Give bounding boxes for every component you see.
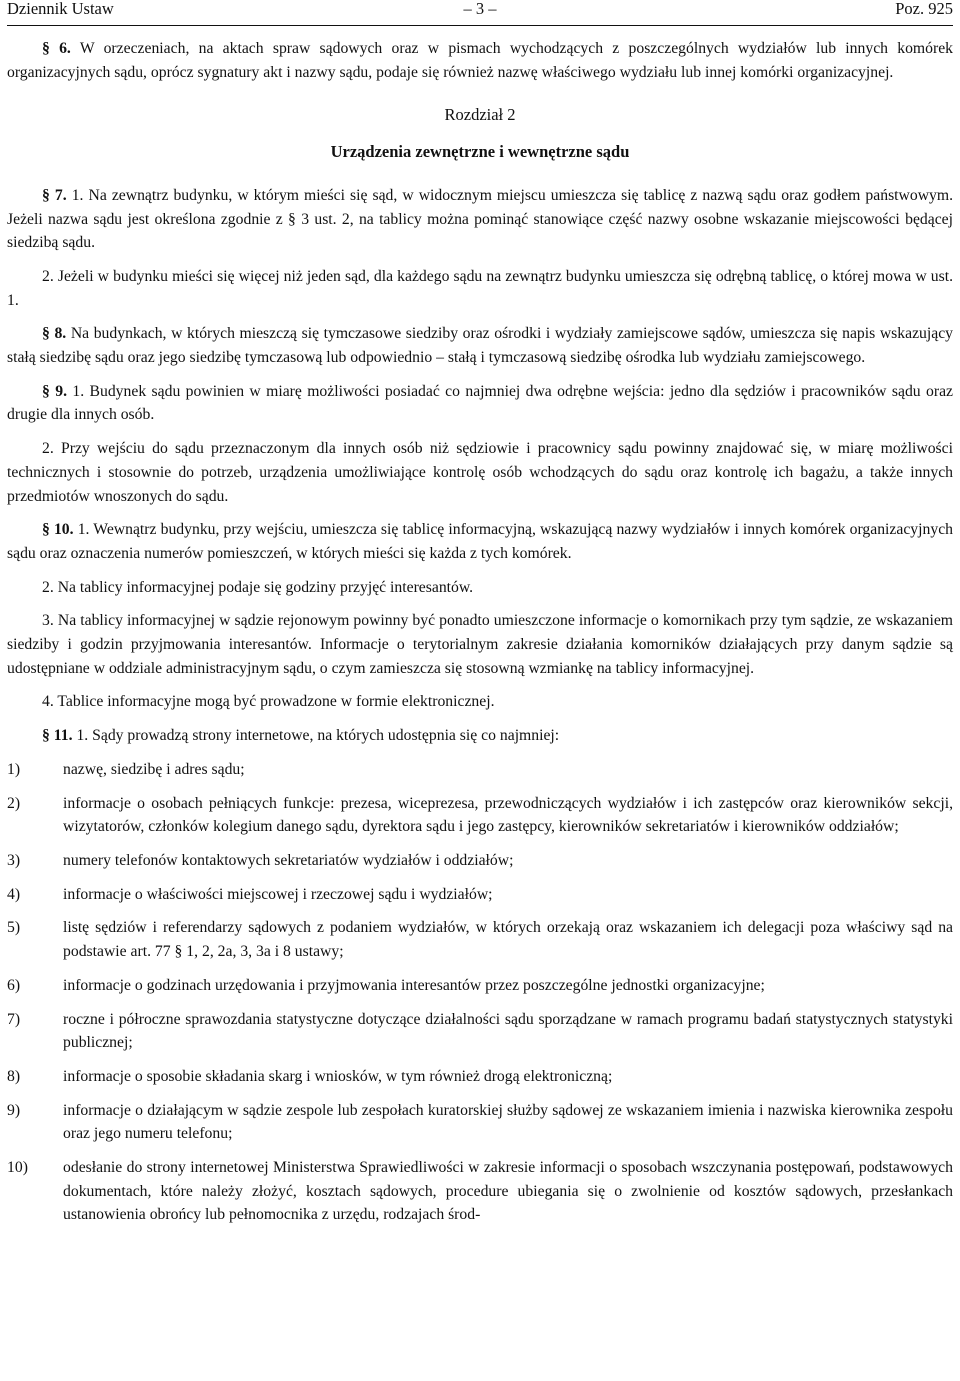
list-item xyxy=(7,1099,953,1146)
list-item-text: roczne i półroczne sprawozdania statystyczne dotyczące działalności sądu sporządzane w ramach programu badań statystycznych statystyki publicznej; xyxy=(63,1010,953,1052)
section-11-1 xyxy=(7,724,953,748)
section-6 xyxy=(7,37,953,84)
section-10-2: 2. Na tablicy informacyjnej podaje się godziny przyjęć interesantów. xyxy=(42,578,474,596)
list-item-number: 2) xyxy=(7,794,21,812)
section-10-1 xyxy=(7,518,953,565)
section-8 xyxy=(7,322,953,369)
list-item-number: 1) xyxy=(7,760,21,778)
section-text: Na budynkach, w których mieszczą się tymczasowe siedziby oraz ośrodki i wydziały zamiejscowe sądów, umieszcza się napis wskazujący stałą siedzibę sądu oraz jego siedzibę tymczasową lub odpowiednio – stałą i tymczasową siedzibę ośrodka lub wydziału zamiejscowego. xyxy=(7,325,954,367)
section-9-1 xyxy=(7,380,953,427)
section-10-3: 3. Na tablicy informacyjnej w sądzie rejonowym powinny być ponadto umieszczone informacje o komornikach przy tym sądzie, ze wskazaniem siedziby i godzin przyjmowania interesantów. Informacje o terytorialnym zakresie działania komorników działających przy danym sądzie są udostępniane w oddziale administracyjnym sądu, o czym zamieszcza się stosowną wzmiankę na tablicy informacyjnej. xyxy=(7,612,953,677)
section-7-2: 2. Jeżeli w budynku mieści się więcej niż jeden sąd, dla każdego sądu na zewnątrz budynku umieszcza się odrębną tablicę, o której mowa w ust. 1. xyxy=(7,267,953,309)
list-item-number: 7) xyxy=(7,1010,21,1028)
list-item-text: odesłanie do strony internetowej Ministerstwa Sprawiedliwości w zakresie informacji o sposobach wszczynania postępowań, podstawowych dokumentach, które należy złożyć, kosztach sądowych, procedure ubiegania się o zwolnienie od kosztów sądowych, przesłankach ustanowienia obrońcy lub pełnomocnika z urzędu, rodzajach środ- xyxy=(63,1159,953,1224)
section-number: § 7. xyxy=(42,186,67,204)
chapter-number: Rozdział 2 xyxy=(444,105,516,125)
list-item-number: 6) xyxy=(7,976,21,994)
website-info-list xyxy=(7,758,953,1227)
list-item-text: informacje o osobach pełniących funkcje: prezesa, wiceprezesa, przewodniczących wydziałów i ich zastępców oraz kierowników sekcji, wizytatorów, członków kolegium danego sądu, dyrektora sądu i jego zastępcy, kierowników sekretariatów i kierowników oddziałów; xyxy=(63,794,953,836)
list-item-number: 10) xyxy=(7,1159,28,1177)
section-text: 1. Na zewnątrz budynku, w którym mieści się sąd, w widocznym miejscu umieszcza się tablicę z nazwą sądu oraz godłem państwowym. Jeżeli nazwa sądu jest określona zgodnie z § 3 ust. 2, na tablicy można pominąć stanowiące część nazwy osobne wskazanie miejscowości będącej siedzibą sądu. xyxy=(7,186,954,252)
list-item-number: 3) xyxy=(7,851,21,869)
journal-title: Dziennik Ustaw xyxy=(7,0,114,18)
list-item xyxy=(7,1156,953,1227)
list-item-text: informacje o godzinach urzędowania i przyjmowania interesantów przez poszczególne jednostki organizacyjne; xyxy=(63,976,765,994)
section-10-4: 4. Tablice informacyjne mogą być prowadzone w formie elektronicznej. xyxy=(42,693,495,711)
list-item xyxy=(7,1008,953,1055)
header-divider xyxy=(7,25,953,26)
section-number: § 9. xyxy=(42,382,67,400)
section-number: § 11. xyxy=(42,727,73,745)
section-number: § 10. xyxy=(42,521,74,539)
section-number: § 8. xyxy=(42,325,67,343)
section-7-1 xyxy=(7,184,953,255)
section-text: 1. Wewnątrz budynku, przy wejściu, umieszcza się tablicę informacyjną, wskazującą nazwy wydziałów i innych komórek organizacyjnych sądu oraz oznaczenia numerów pomieszczeń, w których mieści się każda z tych komórek. xyxy=(7,521,953,562)
list-item-number: 4) xyxy=(7,885,21,903)
page-number: – 3 – xyxy=(463,0,497,18)
list-item-number: 9) xyxy=(7,1101,21,1119)
list-item-number: 8) xyxy=(7,1067,21,1085)
list-item-text: informacje o działającym w sądzie zespole lub zespołach kuratorskiej służby sądowej ze wskazaniem imienia i nazwiska kierownika zespołu oraz jego numeru telefonu; xyxy=(63,1101,953,1143)
page-header xyxy=(7,0,953,26)
document-body xyxy=(7,37,953,1237)
list-item xyxy=(7,792,953,839)
list-item xyxy=(7,974,953,998)
chapter-title: Urządzenia zewnętrzne i wewnętrzne sądu xyxy=(330,142,630,162)
list-item xyxy=(7,883,953,907)
list-item-text: numery telefonów kontaktowych sekretariatów wydziałów i oddziałów; xyxy=(63,851,514,869)
section-text: 1. Budynek sądu powinien w miarę możliwości posiadać co najmniej dwa odrębne wejścia: jedno dla sędziów i pracowników sądu oraz drugie dla innych osób. xyxy=(7,382,953,424)
section-9-2: 2. Przy wejściu do sądu przeznaczonym dla innych osób niż sędziowie i pracownicy sądu powinny znajdować się, w miarę możliwości technicznych i stosownie do potrzeb, urządzenia umożliwiające kontrolę osób wchodzących do sądu oraz kontrolę ich bagażu, a także innych przedmiotów wnoszonych do sądu. xyxy=(7,440,953,505)
position-number: Poz. 925 xyxy=(895,0,953,18)
section-number: § 6. xyxy=(42,40,71,57)
section-text: W orzeczeniach, na aktach spraw sądowych oraz w pismach wychodzących z poszczególnych wydziałów lub innych komórek organizacyjnych sądu, oprócz sygnatury akt i nazwy sądu, podaje się również nazwę właściwego wydziału lub innej komórki organizacyjnej. xyxy=(7,40,954,81)
list-item-number: 5) xyxy=(7,919,21,937)
list-item-text: nazwę, siedzibę i adres sądu; xyxy=(63,760,245,778)
section-text: 1. Sądy prowadzą strony internetowe, na których udostępnia się co najmniej: xyxy=(72,727,560,745)
list-item-text: informacje o sposobie składania skarg i wniosków, w tym również drogą elektroniczną; xyxy=(63,1067,613,1085)
list-item xyxy=(7,916,953,963)
list-item xyxy=(7,1065,953,1089)
list-item xyxy=(7,758,953,782)
list-item-text: listę sędziów i referendarzy sądowych z podaniem wydziałów, w których orzekają oraz wskazaniem ich delegacji poza właściwy sąd na podstawie art. 77 § 1, 2, 2a, 3, 3a i 8 ustawy; xyxy=(63,919,953,961)
list-item-text: informacje o właściwości miejscowej i rzeczowej sądu i wydziałów; xyxy=(63,885,493,903)
list-item xyxy=(7,849,953,873)
